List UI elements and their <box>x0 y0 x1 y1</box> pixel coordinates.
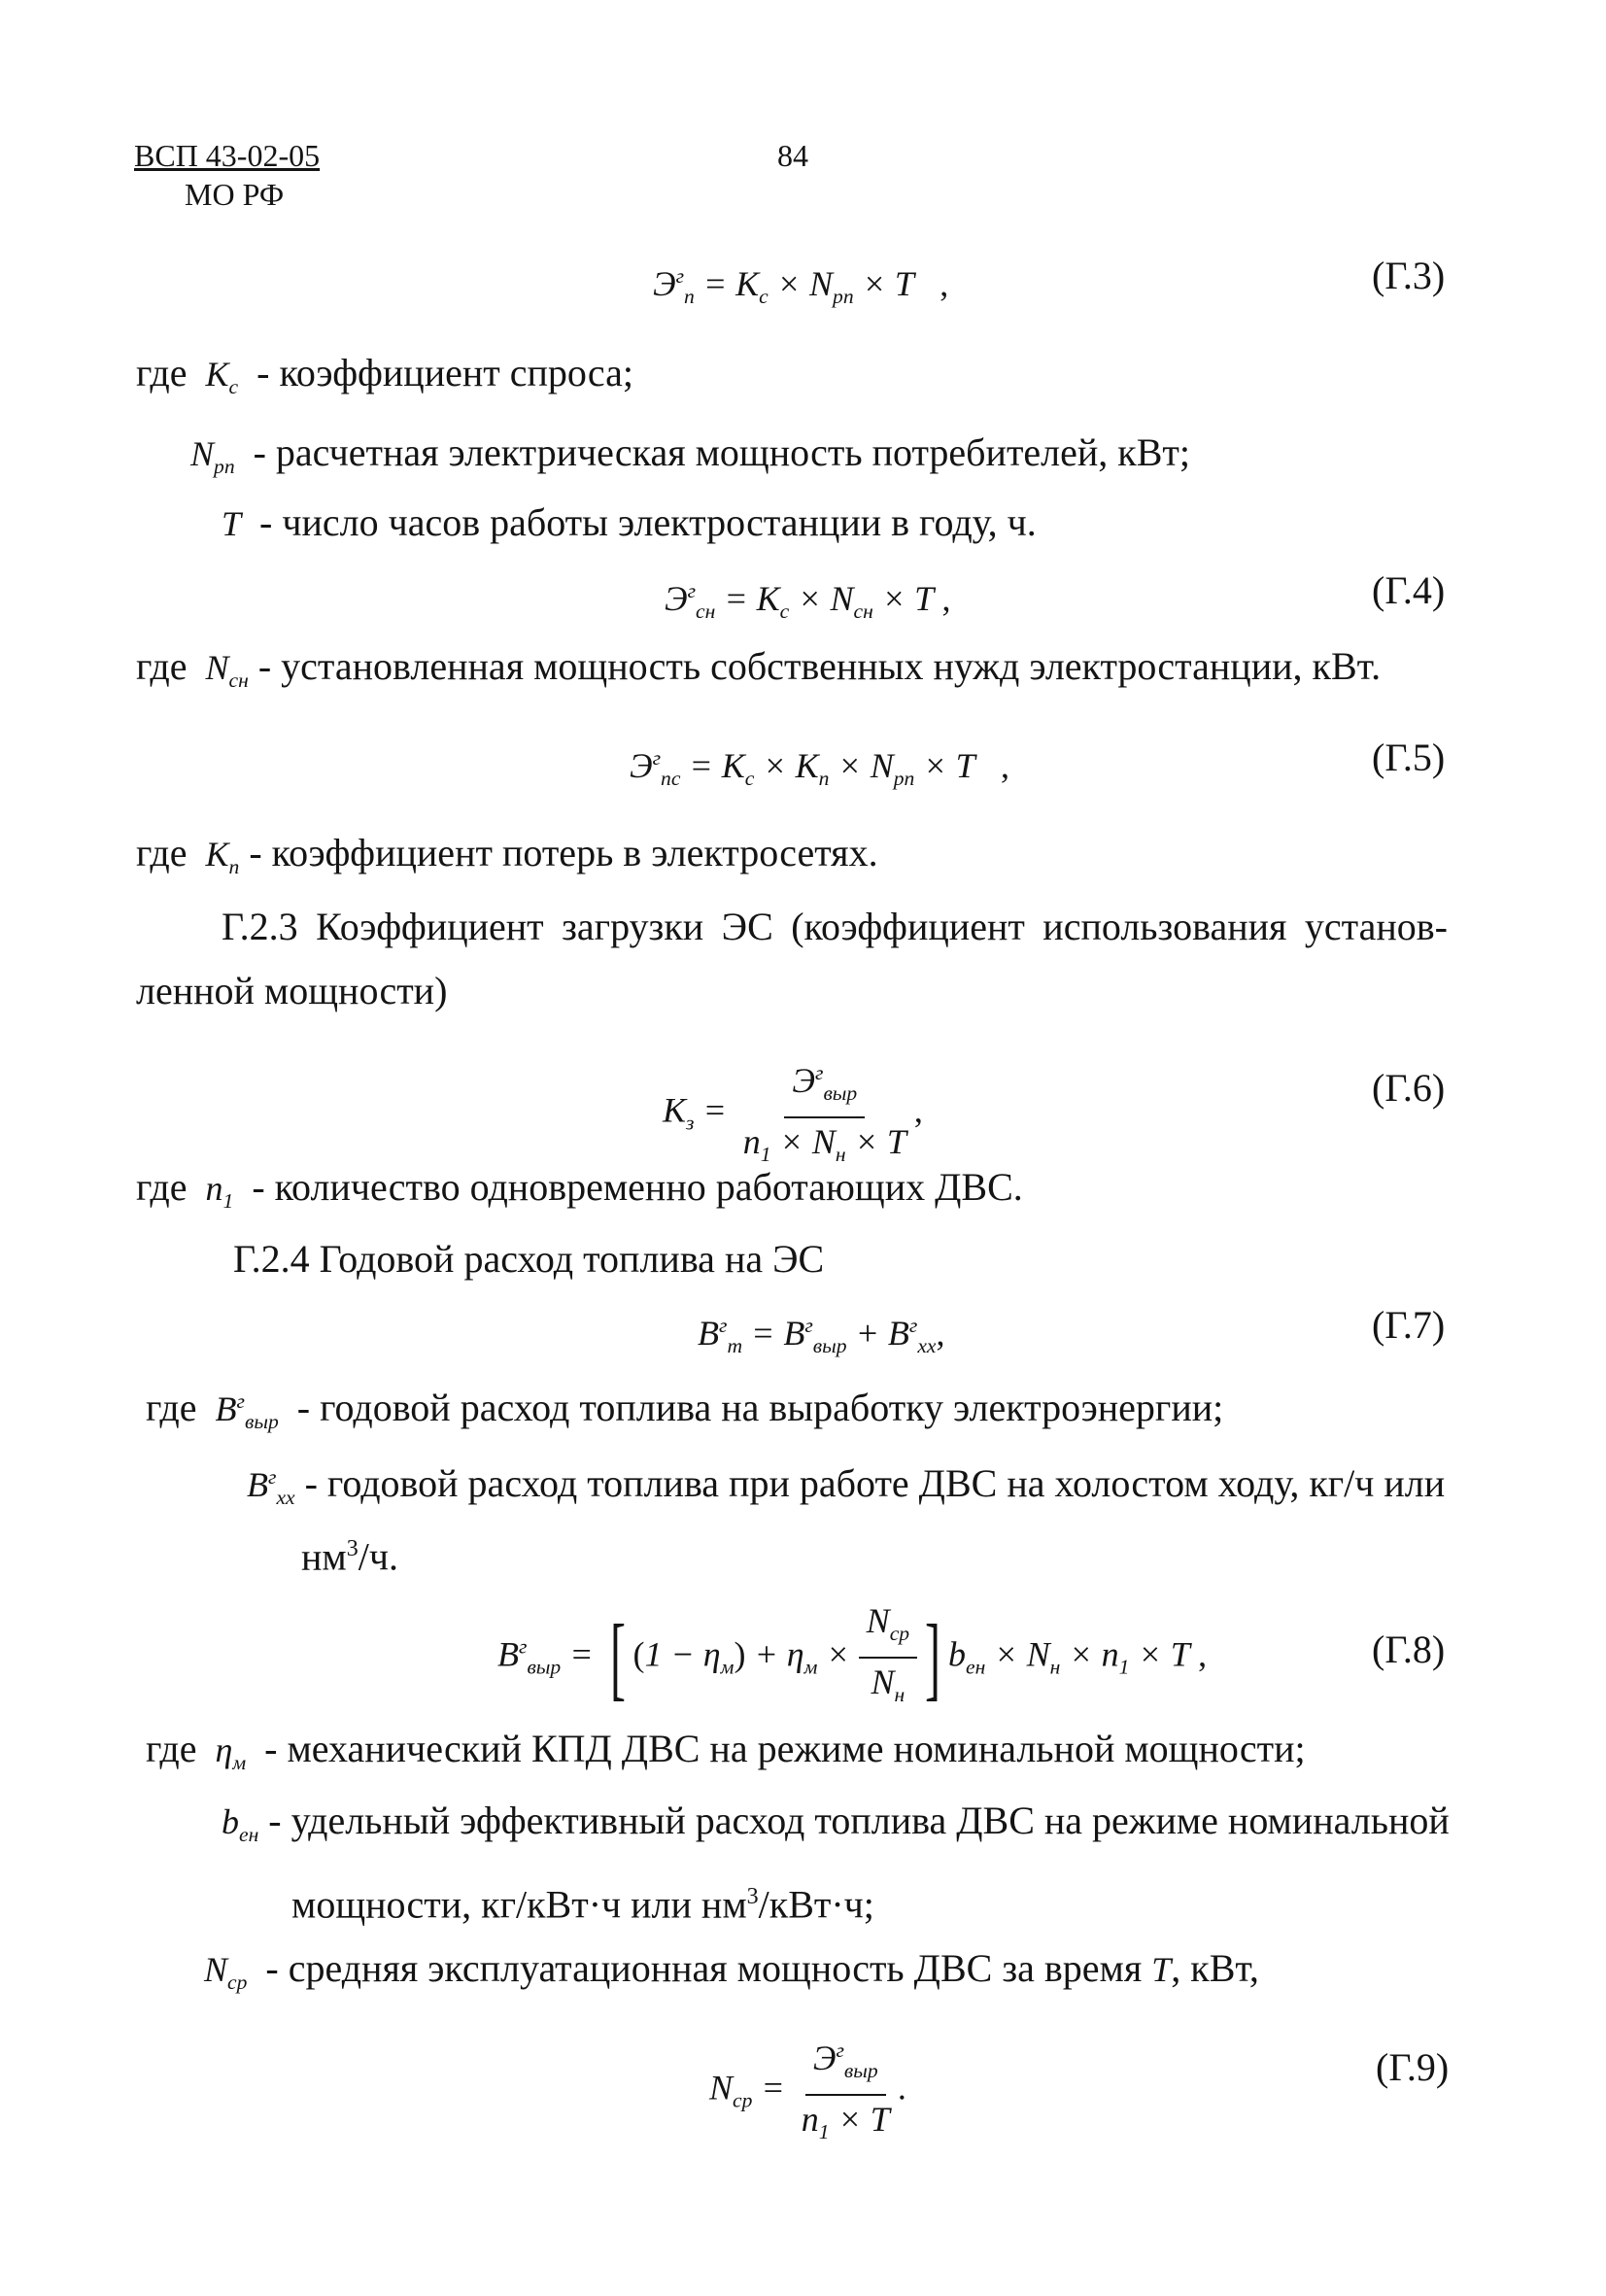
definition-bvyr <box>146 1380 1223 1443</box>
equation-g8: $B^г_{выр}$ = [ $(1 - \eta_м) + \eta_м$ × $\frac{N_{ср}}{N_н}$ ] $b_{ен} \times N_н \times n_1 \times T$ , <box>497 1599 1207 1716</box>
section-2-3-line2: ленной мощности) <box>136 969 448 1012</box>
equation-g3: $Э^г_п = K_с \times N_{рп} \times T$ , <box>653 264 949 309</box>
definition-eta-text: - механический КПД ДВС на режиме номинальной мощности; <box>264 1727 1306 1770</box>
definition-bxx-text: - годовой расход топлива при работе ДВС на холостом ходу, кг/ч или <box>304 1461 1446 1505</box>
definition-t-text: - число часов работы электростанции в году, ч. <box>259 500 1037 544</box>
definition-bxx <box>247 1456 1445 1519</box>
symbol-t-inline: T <box>1151 1950 1172 1989</box>
symbol-kp: $K_п$ <box>196 835 240 879</box>
definition-bvyr-text: - годовой расход топлива на выработку электроэнергии; <box>296 1386 1224 1429</box>
definition-ben-text: - удельный эффективный расход топлива ДВС на режиме номинальной <box>268 1799 1450 1842</box>
units-per-hour: /ч. <box>358 1534 398 1579</box>
definition-n1-text: - количество одновременно работающих ДВС. <box>252 1165 1023 1209</box>
symbol-bvyr: $B^г_{выр}$ <box>206 1389 279 1434</box>
equation-number-g9: (Г.9) <box>1376 2045 1450 2089</box>
equation-g6: $K_з$ = $\frac{Э^г_{выр}}{n_1 \times N_н \times T}$ , <box>663 1051 923 1176</box>
definition-nsr-tail: , кВт, <box>1171 1946 1259 1990</box>
definition-nrp-text: - расчетная электрическая мощность потребителей, кВт; <box>253 430 1191 474</box>
section-2-3-line1: Г.2.3 Коэффициент загрузки ЭС (коэффициент использования установ- <box>222 905 1448 948</box>
symbol-n1: $n_1$ <box>196 1169 234 1214</box>
definition-kp-text: - коэффициент потерь в электросетях. <box>249 831 878 874</box>
equation-number-g4: (Г.4) <box>1372 568 1446 612</box>
definition-kc <box>136 352 633 408</box>
definition-nrp <box>190 431 1190 488</box>
symbol-nrp: $N_{рп}$ <box>190 434 235 479</box>
definition-ben <box>222 1799 1450 1856</box>
document-code: ВСП 43-02-05 <box>134 138 321 173</box>
fraction-g9: $\frac{Э^г_{выр}}{n_1 \times T}$ <box>794 2029 898 2153</box>
definition-kp <box>136 832 878 888</box>
equation-number-g6: (Г.6) <box>1372 1066 1446 1110</box>
equation-number-g7: (Г.7) <box>1372 1303 1446 1347</box>
units-exponent: 3 <box>746 1884 759 1909</box>
organization: МО РФ <box>185 177 285 212</box>
units-exponent: 3 <box>346 1536 359 1561</box>
where-label: где <box>146 1386 197 1429</box>
definition-nsr <box>204 1947 1259 2004</box>
where-label: где <box>146 1727 197 1770</box>
definition-t <box>222 501 1037 545</box>
symbol-nsr: $N_{ср}$ <box>204 1950 248 1995</box>
symbol-ben: $b_{ен}$ <box>222 1802 259 1847</box>
equation-g9: $N_{ср}$ = $\frac{Э^г_{выр}}{n_1 \times T}$ . <box>709 2029 906 2153</box>
symbol-bxx: $B^г_{хх}$ <box>247 1465 295 1510</box>
fraction-g8: $\frac{N_{ср}}{N_н}$ <box>859 1599 917 1716</box>
equation-g5: $Э^г_{пс} = K_с \times K_п \times N_{рп} \times T$ , <box>630 746 1009 791</box>
equation-number-g5: (Г.5) <box>1372 736 1446 779</box>
equation-g7: $B^г_т = B^г_{выр} + B^г_{хх}$, <box>698 1314 945 1358</box>
definition-nsr-text: - средняя эксплуатационная мощность ДВС за время <box>265 1946 1143 1990</box>
equation-number-g3: (Г.3) <box>1372 254 1446 297</box>
definition-ben-units <box>291 1875 874 1926</box>
symbol-nsn: $N_{сн}$ <box>196 648 249 693</box>
definition-n1 <box>136 1166 1023 1222</box>
symbol-eta: $\eta_м$ <box>206 1731 247 1775</box>
where-label: где <box>136 644 188 688</box>
units-text: мощности, кг/кВт·ч или нм <box>291 1882 747 1927</box>
where-label: где <box>136 351 188 394</box>
page-number: 84 <box>777 138 808 173</box>
units-nm: нм <box>301 1534 347 1579</box>
section-2-4: Г.2.4 Годовой расход топлива на ЭС <box>233 1237 825 1281</box>
fraction-g6: $\frac{Э^г_{выр}}{n_1 \times N_н \times T}$ <box>735 1051 914 1176</box>
definition-kc-text: - коэффициент спроса; <box>256 351 634 394</box>
where-label: где <box>136 831 188 874</box>
equation-g4: $Э^г_{сн} = K_с \times N_{сн} \times T$ , <box>665 579 951 624</box>
symbol-t: T <box>222 504 251 543</box>
definition-nsn-text: - установленная мощность собственных нужд электростанции, кВт. <box>257 644 1382 688</box>
definition-nsn <box>136 645 1381 702</box>
where-label: где <box>136 1165 188 1209</box>
symbol-kc: $K_с$ <box>196 355 239 399</box>
definition-bxx-units <box>301 1527 398 1578</box>
units-per-kwh: /кВт·ч; <box>758 1882 874 1927</box>
equation-number-g8: (Г.8) <box>1372 1628 1446 1671</box>
definition-eta <box>146 1728 1306 1784</box>
